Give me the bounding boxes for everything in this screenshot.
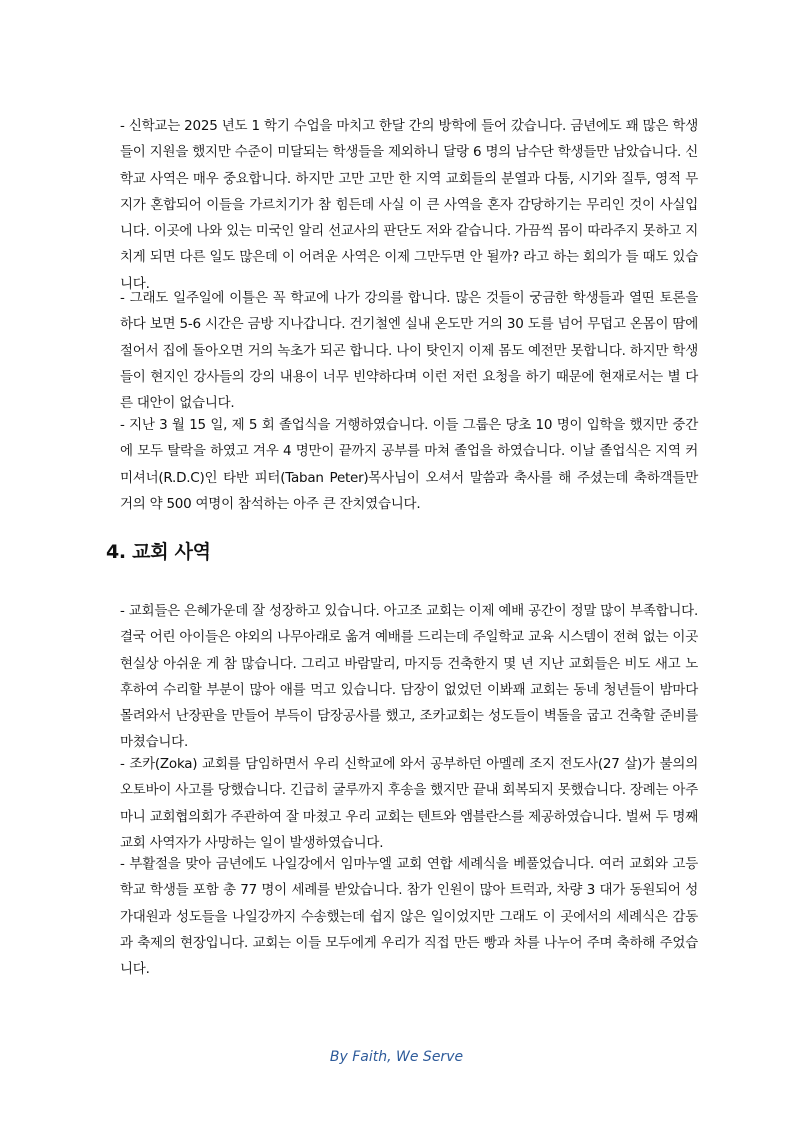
page-footer: By Faith, We Serve bbox=[329, 1049, 464, 1065]
paragraph-baptism: - 부활절을 맞아 금년에도 나일강에서 임마누엘 교회 연합 세례식을 베풀었습니다. 여러 교회와 고등학교 학생들 포함 총 77 명이 세례를 받았습니다. 참가 인원이 많아 트럭과, 차량 3 대가 동원되어 성가대원과 성도들을 나일강까지 수송했는데 쉽지 않은 일이었지만 그래도 이 곳에서의 세례식은 감동과 축제의 현장입니다. 교회는 이들 모두에게 우리가 직접 만든 빵과 차를 나누어 주며 축하해 주었습니다. bbox=[120, 856, 698, 978]
paragraph-accident: - 조카(Zoka) 교회를 담임하면서 우리 신학교에 와서 공부하던 아멜레 조지 전도사(27 살)가 불의의 오토바이 사고를 당했습니다. 긴급히 굴루까지 후송을 했지만 끝내 회복되지 못했습니다. 장례는 아주마니 교회협의회가 주관하여 잘 마쳤고 우리 교회는 텐트와 앰블란스를 제공하였습니다. 벌써 두 명째 교회 사역자가 사망하는 일이 발생하였습니다. bbox=[120, 756, 698, 851]
paragraph-churches-growth: - 교회들은 은혜가운데 잘 성장하고 있습니다. 아고조 교회는 이제 예배 공간이 정말 많이 부족합니다. 결국 어린 아이들은 야외의 나무아래로 옮겨 예배를 드리는데 주일학교 교육 시스템이 전혀 없는 이곳 현실상 아쉬운 게 참 많습니다. 그리고 바람말리, 마지등 건축한지 몇 년 지난 교회들은 비도 새고 노후하여 수리할 부분이 많아 애를 먹고 있습니다. 담장이 없었던 이봐꽤 교회는 동네 청년들이 밤마다 몰려와서 난장판을 만들어 부득이 담장공사를 했고, 조카교회는 성도들이 벽돌을 굽고 건축할 준비를 마쳤습니다. bbox=[120, 603, 698, 751]
paragraph-seminary-semester: - 신학교는 2025 년도 1 학기 수업을 마치고 한달 간의 방학에 들어 갔습니다. 금년에도 꽤 많은 학생들이 지원을 했지만 수준이 미달되는 학생들을 제외하니 달랑 6 명의 남수단 학생들만 남았습니다. 신학교 사역은 매우 중요합니다. 하지만 고만 고만 한 지역 교회들의 분열과 다툼, 시기와 질투, 영적 무지가 혼합되어 이들을 가르치기가 참 힘든데 사실 이 큰 사역을 혼자 감당하기는 무리인 것이 사실입니다. 이곳에 나와 있는 미국인 알리 선교사의 판단도 저와 같습니다. 가끔씩 몸이 따라주지 못하고 지치게 되면 다른 일도 많은데 이 어려운 사역은 이제 그만두면 안 될까? 라고 하는 회의가 들 때도 있습니다. bbox=[120, 118, 698, 292]
paragraph-lectures: - 그래도 일주일에 이틀은 꼭 학교에 나가 강의를 합니다. 많은 것들이 궁금한 학생들과 열띤 토론을 하다 보면 5-6 시간은 금방 지나갑니다. 건기철엔 실내 온도만 거의 30 도를 넘어 무덥고 온몸이 땀에 절어서 집에 돌아오면 거의 녹초가 되곤 합니다. 나이 탓인지 이제 몸도 예전만 못합니다. 하지만 학생들이 현지인 강사들의 강의 내용이 너무 빈약하다며 이런 저런 요청을 하기 때문에 현재로서는 별 다른 대안이 없습니다. bbox=[120, 290, 698, 412]
section-heading: 4. 교회 사역 bbox=[106, 541, 211, 563]
paragraph-graduation: - 지난 3 월 15 일, 제 5 회 졸업식을 거행하였습니다. 이들 그룹은 당초 10 명이 입학을 했지만 중간에 모두 탈락을 하였고 겨우 4 명만이 끝까지 공부를 마쳐 졸업을 하였습니다. 이날 졸업식은 지역 커미셔너(R.D.C)인 타반 피터(Taban Peter)목사님이 오셔서 말씀과 축사를 해 주셨는데 축하객들만 거의 약 500 여명이 참석하는 아주 큰 잔치였습니다. bbox=[120, 417, 698, 512]
